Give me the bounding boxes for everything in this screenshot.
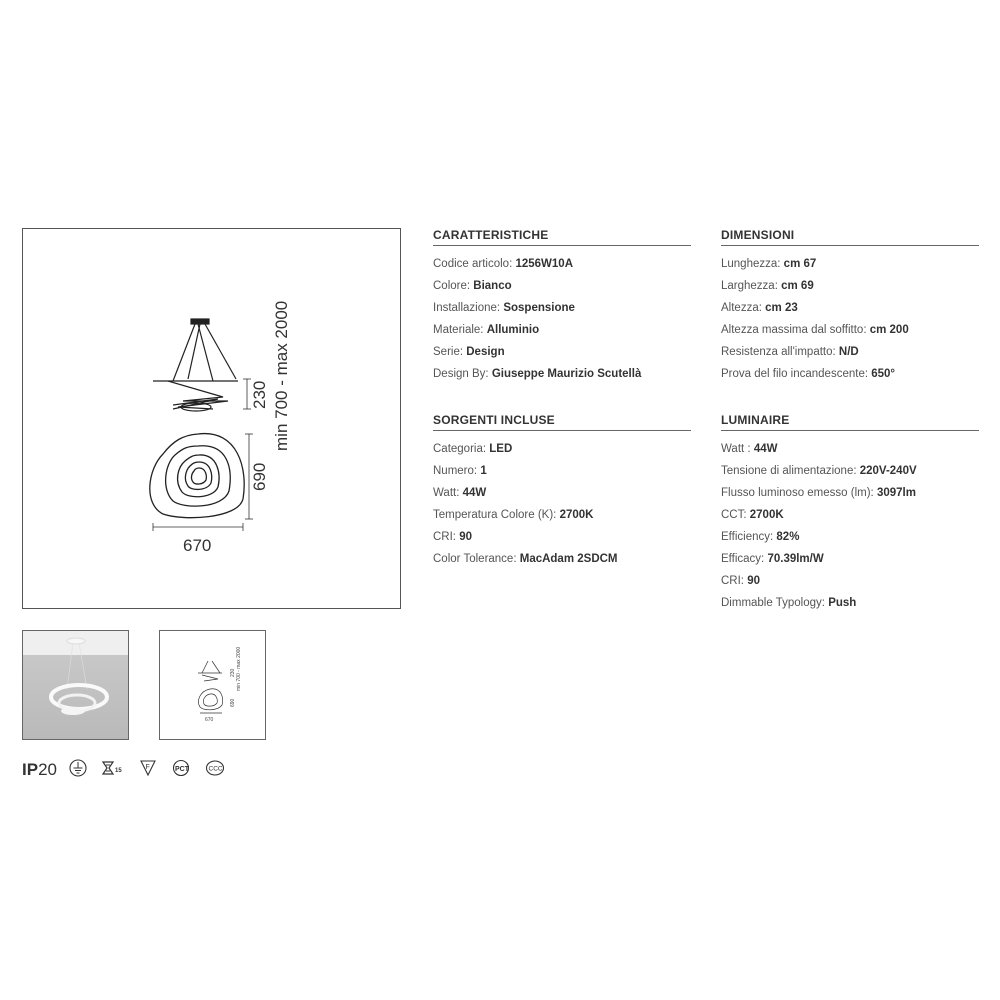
dim-height-label: 230: [250, 380, 269, 409]
spec-label: Prova del filo incandescente:: [721, 368, 869, 380]
spec-row: [433, 526, 691, 548]
spec-row: [721, 275, 979, 297]
dim-range-label: min 700 - max 2000: [272, 300, 291, 451]
spec-label: Watt :: [721, 443, 751, 455]
spec-label: Design By:: [433, 368, 489, 380]
spec-row: [721, 482, 979, 504]
spec-label: Serie:: [433, 346, 464, 358]
spec-row: [721, 297, 979, 319]
spec-list: [721, 438, 979, 614]
spec-label: Altezza:: [721, 302, 762, 314]
spec-row: [433, 319, 691, 341]
spec-row: [433, 438, 691, 460]
spec-value: 3097lm: [876, 487, 916, 499]
lamp-photo: [23, 631, 129, 740]
spec-row: [433, 363, 691, 385]
spec-row: [721, 526, 979, 548]
spec-label: Categoria:: [433, 443, 487, 455]
spec-row: [433, 341, 691, 363]
spec-row: [433, 297, 691, 319]
spec-label: CRI:: [721, 575, 744, 587]
spec-label: Efficiency:: [721, 531, 774, 543]
spec-label: Altezza massima dal soffitto:: [721, 324, 867, 336]
spec-value: 44W: [462, 487, 487, 499]
spec-list: [433, 438, 691, 570]
dim-width-label: 670: [183, 536, 212, 555]
enec-15-icon: [101, 759, 125, 782]
spec-value: LED: [489, 443, 513, 455]
spec-row: [433, 548, 691, 570]
spec-value: cm 67: [783, 258, 817, 270]
spec-label: Color Tolerance:: [433, 553, 517, 565]
spec-value: 1: [480, 465, 487, 477]
spec-value: 82%: [776, 531, 800, 543]
spec-value: 2700K: [559, 509, 594, 521]
spec-value: 1256W10A: [515, 258, 574, 270]
spec-label: Temperatura Colore (K):: [433, 509, 557, 521]
spec-value: 70.39lm/W: [767, 553, 824, 565]
spec-value: MacAdam 2SDCM: [519, 553, 618, 565]
spec-label: Colore:: [433, 280, 471, 292]
spec-label: CCT:: [721, 509, 747, 521]
spec-list: [721, 253, 979, 385]
spec-value: cm 23: [765, 302, 798, 314]
spec-row: [721, 460, 979, 482]
svg-text:PCT: PCT: [174, 765, 189, 773]
svg-text:690: 690: [230, 698, 236, 707]
spec-value: Bianco: [473, 280, 512, 292]
spec-row: [721, 438, 979, 460]
svg-text:min 700 - max 2000: min 700 - max 2000: [236, 646, 242, 691]
dim-depth-label: 690: [250, 462, 269, 491]
svg-text:CCC: CCC: [208, 765, 223, 772]
spec-row: [721, 319, 979, 341]
spec-value: N/D: [838, 346, 859, 358]
section-caratteristiche: [433, 228, 691, 385]
spec-label: Tensione di alimentazione:: [721, 465, 857, 477]
spec-row: [721, 504, 979, 526]
spec-label: Materiale:: [433, 324, 484, 336]
section-title: SORGENTI INCLUSE: [433, 413, 691, 431]
svg-text:230: 230: [230, 668, 236, 677]
spec-row: [433, 253, 691, 275]
f-mark-icon: [139, 759, 157, 782]
spec-label: Dimmable Typology:: [721, 597, 825, 609]
spec-value: Giuseppe Maurizio Scutellà: [491, 368, 642, 380]
spec-value: cm 69: [781, 280, 814, 292]
mini-drawing: [160, 631, 266, 740]
ccc-mark-icon: [205, 759, 225, 782]
spec-label: Lunghezza:: [721, 258, 781, 270]
spec-value: cm 200: [869, 324, 909, 336]
spec-value: 2700K: [749, 509, 784, 521]
spec-row: [721, 363, 979, 385]
section-dimensioni: [721, 228, 979, 385]
certification-bar: [22, 758, 239, 782]
spec-row: [433, 482, 691, 504]
spec-label: Numero:: [433, 465, 478, 477]
thumbnail-product-photo[interactable]: [22, 630, 129, 740]
pct-mark-icon: [171, 759, 191, 782]
svg-text:670: 670: [205, 717, 214, 723]
spec-value: 90: [459, 531, 472, 543]
section-luminaire: [721, 413, 979, 614]
spec-row: [721, 341, 979, 363]
spec-label: CRI:: [433, 531, 456, 543]
thumbnail-technical-drawing[interactable]: [159, 630, 266, 740]
spec-label: Larghezza:: [721, 280, 778, 292]
svg-text:15: 15: [114, 767, 122, 774]
spec-value: Alluminio: [486, 324, 540, 336]
spec-row: [721, 592, 979, 614]
spec-label: Resistenza all'impatto:: [721, 346, 836, 358]
spec-value: 90: [747, 575, 760, 587]
spec-label: Flusso luminoso emesso (lm):: [721, 487, 874, 499]
section-title: DIMENSIONI: [721, 228, 979, 246]
section-sorgenti: [433, 413, 691, 570]
spec-row: [721, 253, 979, 275]
spec-row: [721, 548, 979, 570]
technical-drawing: [22, 228, 401, 609]
section-title: CARATTERISTICHE: [433, 228, 691, 246]
spec-value: 650°: [871, 368, 896, 380]
spec-value: 220V-240V: [859, 465, 917, 477]
spec-value: Design: [466, 346, 505, 358]
spec-row: [433, 275, 691, 297]
spec-row: [433, 504, 691, 526]
svg-text:F: F: [145, 763, 150, 771]
earth-ground-icon: [69, 759, 87, 782]
spec-value: Push: [828, 597, 857, 609]
spec-list: [433, 253, 691, 385]
spec-label: Efficacy:: [721, 553, 765, 565]
spec-row: [433, 460, 691, 482]
pendant-lamp-drawing: [23, 229, 402, 610]
spec-label: Codice articolo:: [433, 258, 513, 270]
spec-row: [721, 570, 979, 592]
spec-value: 44W: [753, 443, 778, 455]
section-title: LUMINAIRE: [721, 413, 979, 431]
spec-label: Watt:: [433, 487, 460, 499]
spec-label: Installazione:: [433, 302, 501, 314]
spec-value: Sospensione: [503, 302, 575, 314]
ip-rating: IP20: [22, 760, 57, 779]
